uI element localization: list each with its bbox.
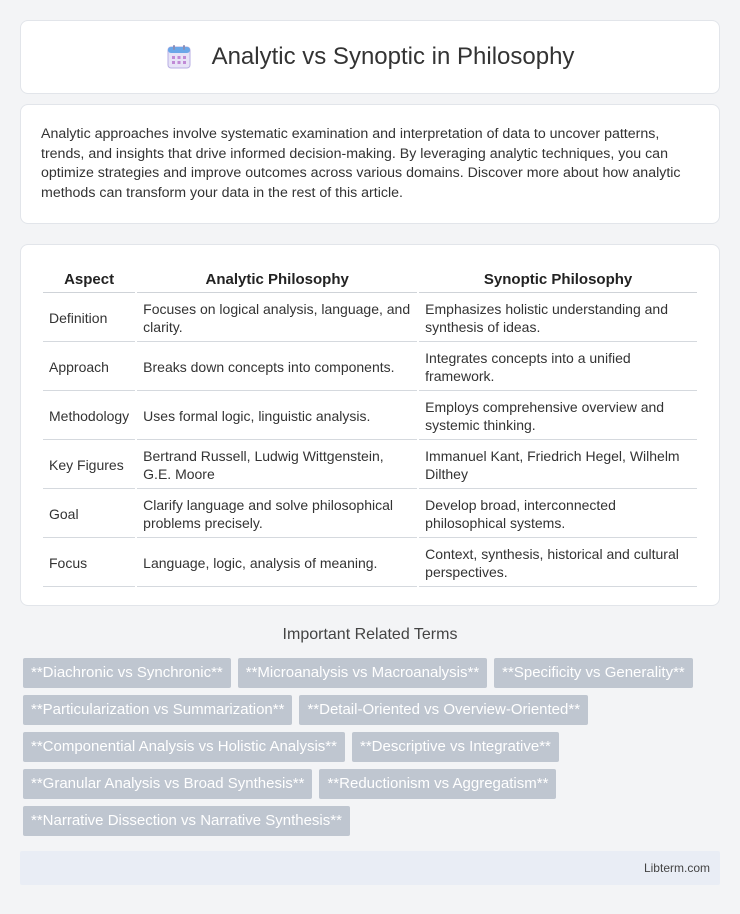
- table-cell-aspect: Focus: [43, 540, 135, 587]
- related-term-tag[interactable]: **Detail-Oriented vs Overview-Oriented**: [299, 695, 588, 725]
- table-cell-aspect: Key Figures: [43, 442, 135, 489]
- related-term-tag[interactable]: **Granular Analysis vs Broad Synthesis**: [23, 769, 312, 799]
- column-header: Aspect: [43, 267, 135, 293]
- intro-card: [20, 104, 720, 224]
- table-cell-synoptic: Develop broad, interconnected philosophical systems.: [419, 491, 697, 538]
- related-term-tag[interactable]: **Narrative Dissection vs Narrative Synthesis**: [23, 806, 350, 836]
- related-term-tag[interactable]: **Microanalysis vs Macroanalysis**: [238, 658, 487, 688]
- table-cell-aspect: Approach: [43, 344, 135, 391]
- related-term-tag[interactable]: **Specificity vs Generality**: [494, 658, 693, 688]
- header-card: [20, 20, 720, 94]
- table-row: [43, 295, 697, 342]
- related-term-tag[interactable]: **Descriptive vs Integrative**: [352, 732, 559, 762]
- table-header-row: [43, 267, 697, 293]
- table-row: [43, 442, 697, 489]
- footer: [20, 851, 720, 885]
- table-row: [43, 491, 697, 538]
- intro-text: Analytic approaches involve systematic examination and interpretation of data to uncover patterns, trends, and insights that drive informed decision-making. By leveraging analytic techniques, you can optimize strategies and improve outcomes across various domains. Discover more about how analytic methods can transform your data in the rest of this article.: [41, 126, 681, 201]
- table-cell-synoptic: Employs comprehensive overview and systemic thinking.: [419, 393, 697, 440]
- table-cell-analytic: Focuses on logical analysis, language, and clarity.: [137, 295, 417, 342]
- table-cell-analytic: Bertrand Russell, Ludwig Wittgenstein, G.E. Moore: [137, 442, 417, 489]
- table-row: [43, 540, 697, 587]
- comparison-table: [41, 265, 699, 589]
- related-term-tag[interactable]: **Particularization vs Summarization**: [23, 695, 292, 725]
- table-cell-analytic: Language, logic, analysis of meaning.: [137, 540, 417, 587]
- related-term-tag[interactable]: **Componential Analysis vs Holistic Analysis**: [23, 732, 345, 762]
- table-cell-aspect: Methodology: [43, 393, 135, 440]
- related-term-tag[interactable]: **Reductionism vs Aggregatism**: [319, 769, 556, 799]
- column-header: Synoptic Philosophy: [419, 267, 697, 293]
- table-cell-aspect: Definition: [43, 295, 135, 342]
- page-title: Analytic vs Synoptic in Philosophy: [211, 43, 575, 70]
- related-term-tag[interactable]: **Diachronic vs Synchronic**: [23, 658, 231, 688]
- table-row: [43, 393, 697, 440]
- table-cell-aspect: Goal: [43, 491, 135, 538]
- footer-brand-link[interactable]: Libterm.com: [643, 861, 710, 875]
- calendar-icon: [166, 44, 192, 70]
- table-cell-synoptic: Integrates concepts into a unified framework.: [419, 344, 697, 391]
- table-cell-synoptic: Context, synthesis, historical and cultural perspectives.: [419, 540, 697, 587]
- column-header: Analytic Philosophy: [137, 267, 417, 293]
- table-cell-analytic: Clarify language and solve philosophical problems precisely.: [137, 491, 417, 538]
- table-row: [43, 344, 697, 391]
- table-cell-analytic: Breaks down concepts into components.: [137, 344, 417, 391]
- related-terms-title: Important Related Terms: [282, 626, 458, 643]
- table-cell-synoptic: Emphasizes holistic understanding and synthesis of ideas.: [419, 295, 697, 342]
- table-cell-analytic: Uses formal logic, linguistic analysis.: [137, 393, 417, 440]
- table-cell-synoptic: Immanuel Kant, Friedrich Hegel, Wilhelm Dilthey: [419, 442, 697, 489]
- comparison-table-card: [20, 244, 720, 606]
- related-terms-list: [20, 658, 720, 843]
